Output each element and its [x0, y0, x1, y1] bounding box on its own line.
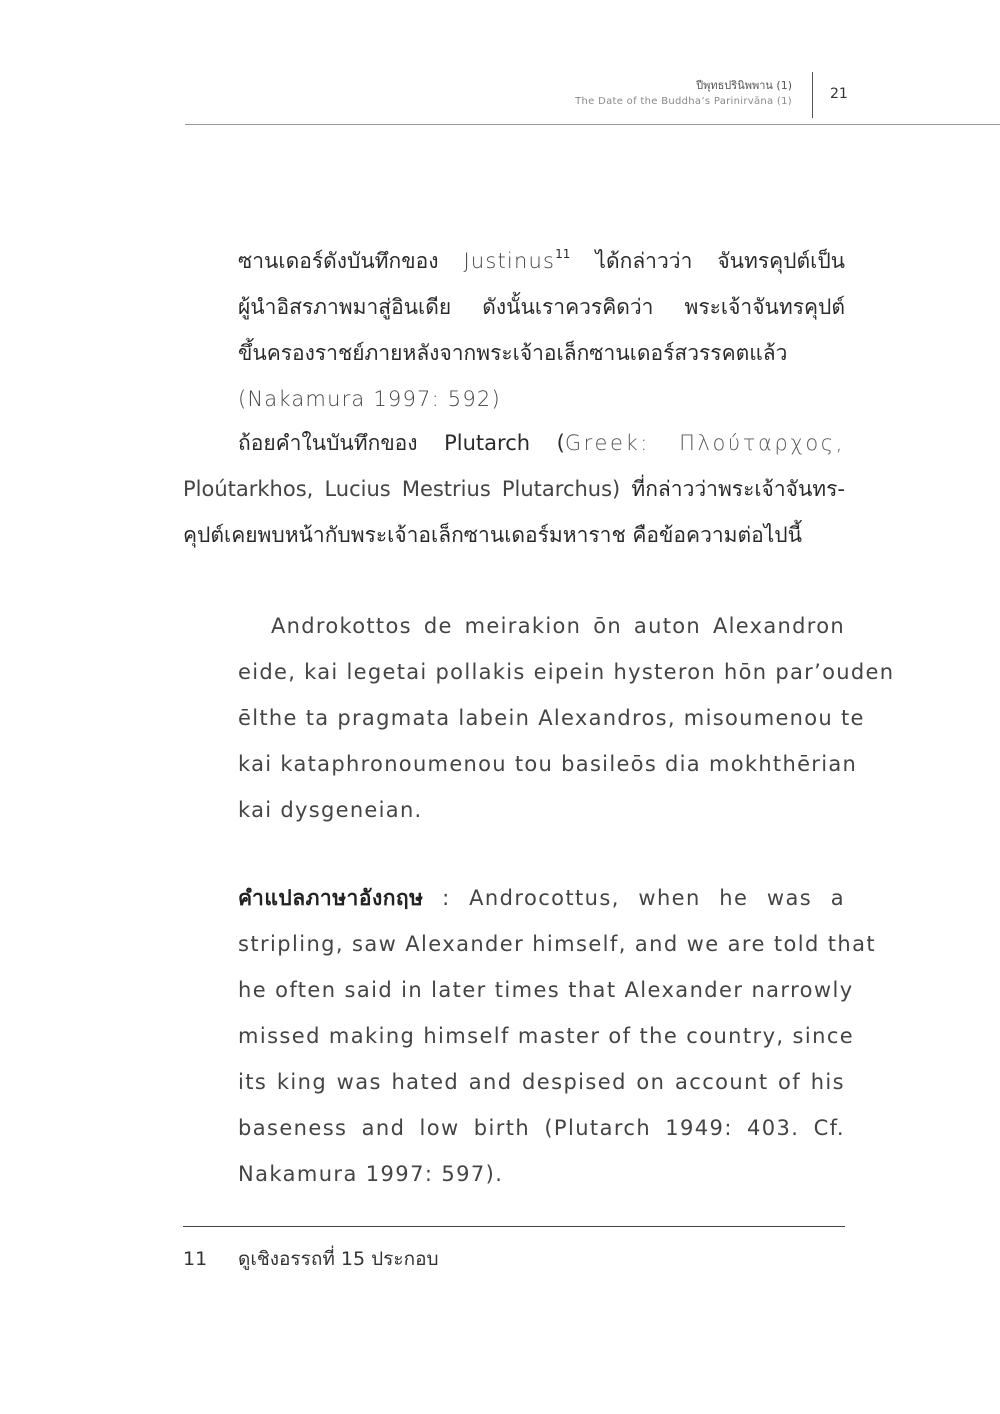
paragraph-line	[238, 238, 845, 284]
quote-line: kai kataphronoumenou tou basileōs dia mokhthērian	[238, 752, 858, 776]
translation-line: Nakamura 1997: 597).	[238, 1162, 504, 1186]
text-run: ที่กล่าวว่าพระเจ้าจันทร-	[620, 477, 845, 501]
text-run: ได้กล่าวว่า จันทรคุปต์เป็น	[570, 249, 845, 273]
translation-line: baseness and low birth (Plutarch 1949: 403. Cf.	[238, 1116, 845, 1140]
greek-text: Greek: Πλούταρχος,	[564, 431, 846, 455]
paragraph-line: ขึ้นครองราชย์ภายหลังจากพระเจ้าอเล็กซานเดอร์สวรรคตแล้ว	[238, 341, 788, 365]
paragraph-line: ผู้นำอิสรภาพมาสู่อินเดีย ดังนั้นเราควรคิดว่า พระเจ้าจันทรคุปต์	[238, 295, 845, 319]
citation: (Nakamura 1997: 592)	[238, 387, 501, 411]
footnote-text: ดูเชิงอรรถที่ 15 ประกอบ	[238, 1248, 439, 1270]
translation-line: missed making himself master of the country, since	[238, 1024, 855, 1048]
header-divider	[812, 72, 813, 118]
translation-label: คำแปลภาษาอังกฤษ	[238, 886, 424, 910]
text-run: : Androcottus, when he was a	[423, 886, 845, 910]
text-run: ซานเดอร์ดังบันทึกของ	[238, 249, 464, 273]
translation-line: he often said in later times that Alexander narrowly	[238, 978, 854, 1002]
paragraph-plutarch	[183, 420, 845, 558]
running-header-english-title: The Date of the Buddha’s Parinirvāna (1)	[575, 96, 792, 107]
footnote-rule	[183, 1226, 845, 1227]
paragraph-line	[183, 420, 845, 466]
translation-line	[238, 876, 845, 922]
footnote-marker[interactable]: 11	[555, 247, 571, 261]
quote-line: eide, kai legetai pollakis eipein hysteron hōn par’ouden	[238, 660, 895, 684]
translation-line: its king was hated and despised on account of his	[238, 1070, 845, 1094]
quote-line: Androkottos de meirakion ōn auton Alexandron	[271, 614, 845, 638]
english-translation	[238, 876, 877, 1198]
quote-line: ēlthe ta pragmata labein Alexandros, misoumenou te	[238, 706, 865, 730]
paragraph-line: คุปต์เคยพบหน้ากับพระเจ้าอเล็กซานเดอร์มหาราช คือข้อความต่อไปนี้	[183, 523, 802, 547]
paragraph-justinus	[238, 238, 845, 422]
greek-transliteration-quote	[238, 604, 895, 834]
latin-text: Justinus	[463, 249, 556, 273]
footnote	[183, 1244, 439, 1274]
footnote-number: 11	[183, 1248, 208, 1270]
quote-line: kai dysgeneian.	[238, 798, 423, 822]
running-header-thai-title: ปีพุทธปรินิพพาน (1)	[696, 79, 792, 92]
latin-text: Ploútarkhos, Lucius Mestrius Plutarchus)	[183, 477, 621, 501]
text-run: ถ้อยคำในบันทึกของ Plutarch (	[238, 431, 565, 455]
translation-line: stripling, saw Alexander himself, and we are told that	[238, 932, 877, 956]
running-header	[575, 78, 792, 110]
page-number: 21	[830, 86, 848, 102]
paragraph-line	[183, 466, 845, 512]
header-rule	[185, 124, 1000, 125]
